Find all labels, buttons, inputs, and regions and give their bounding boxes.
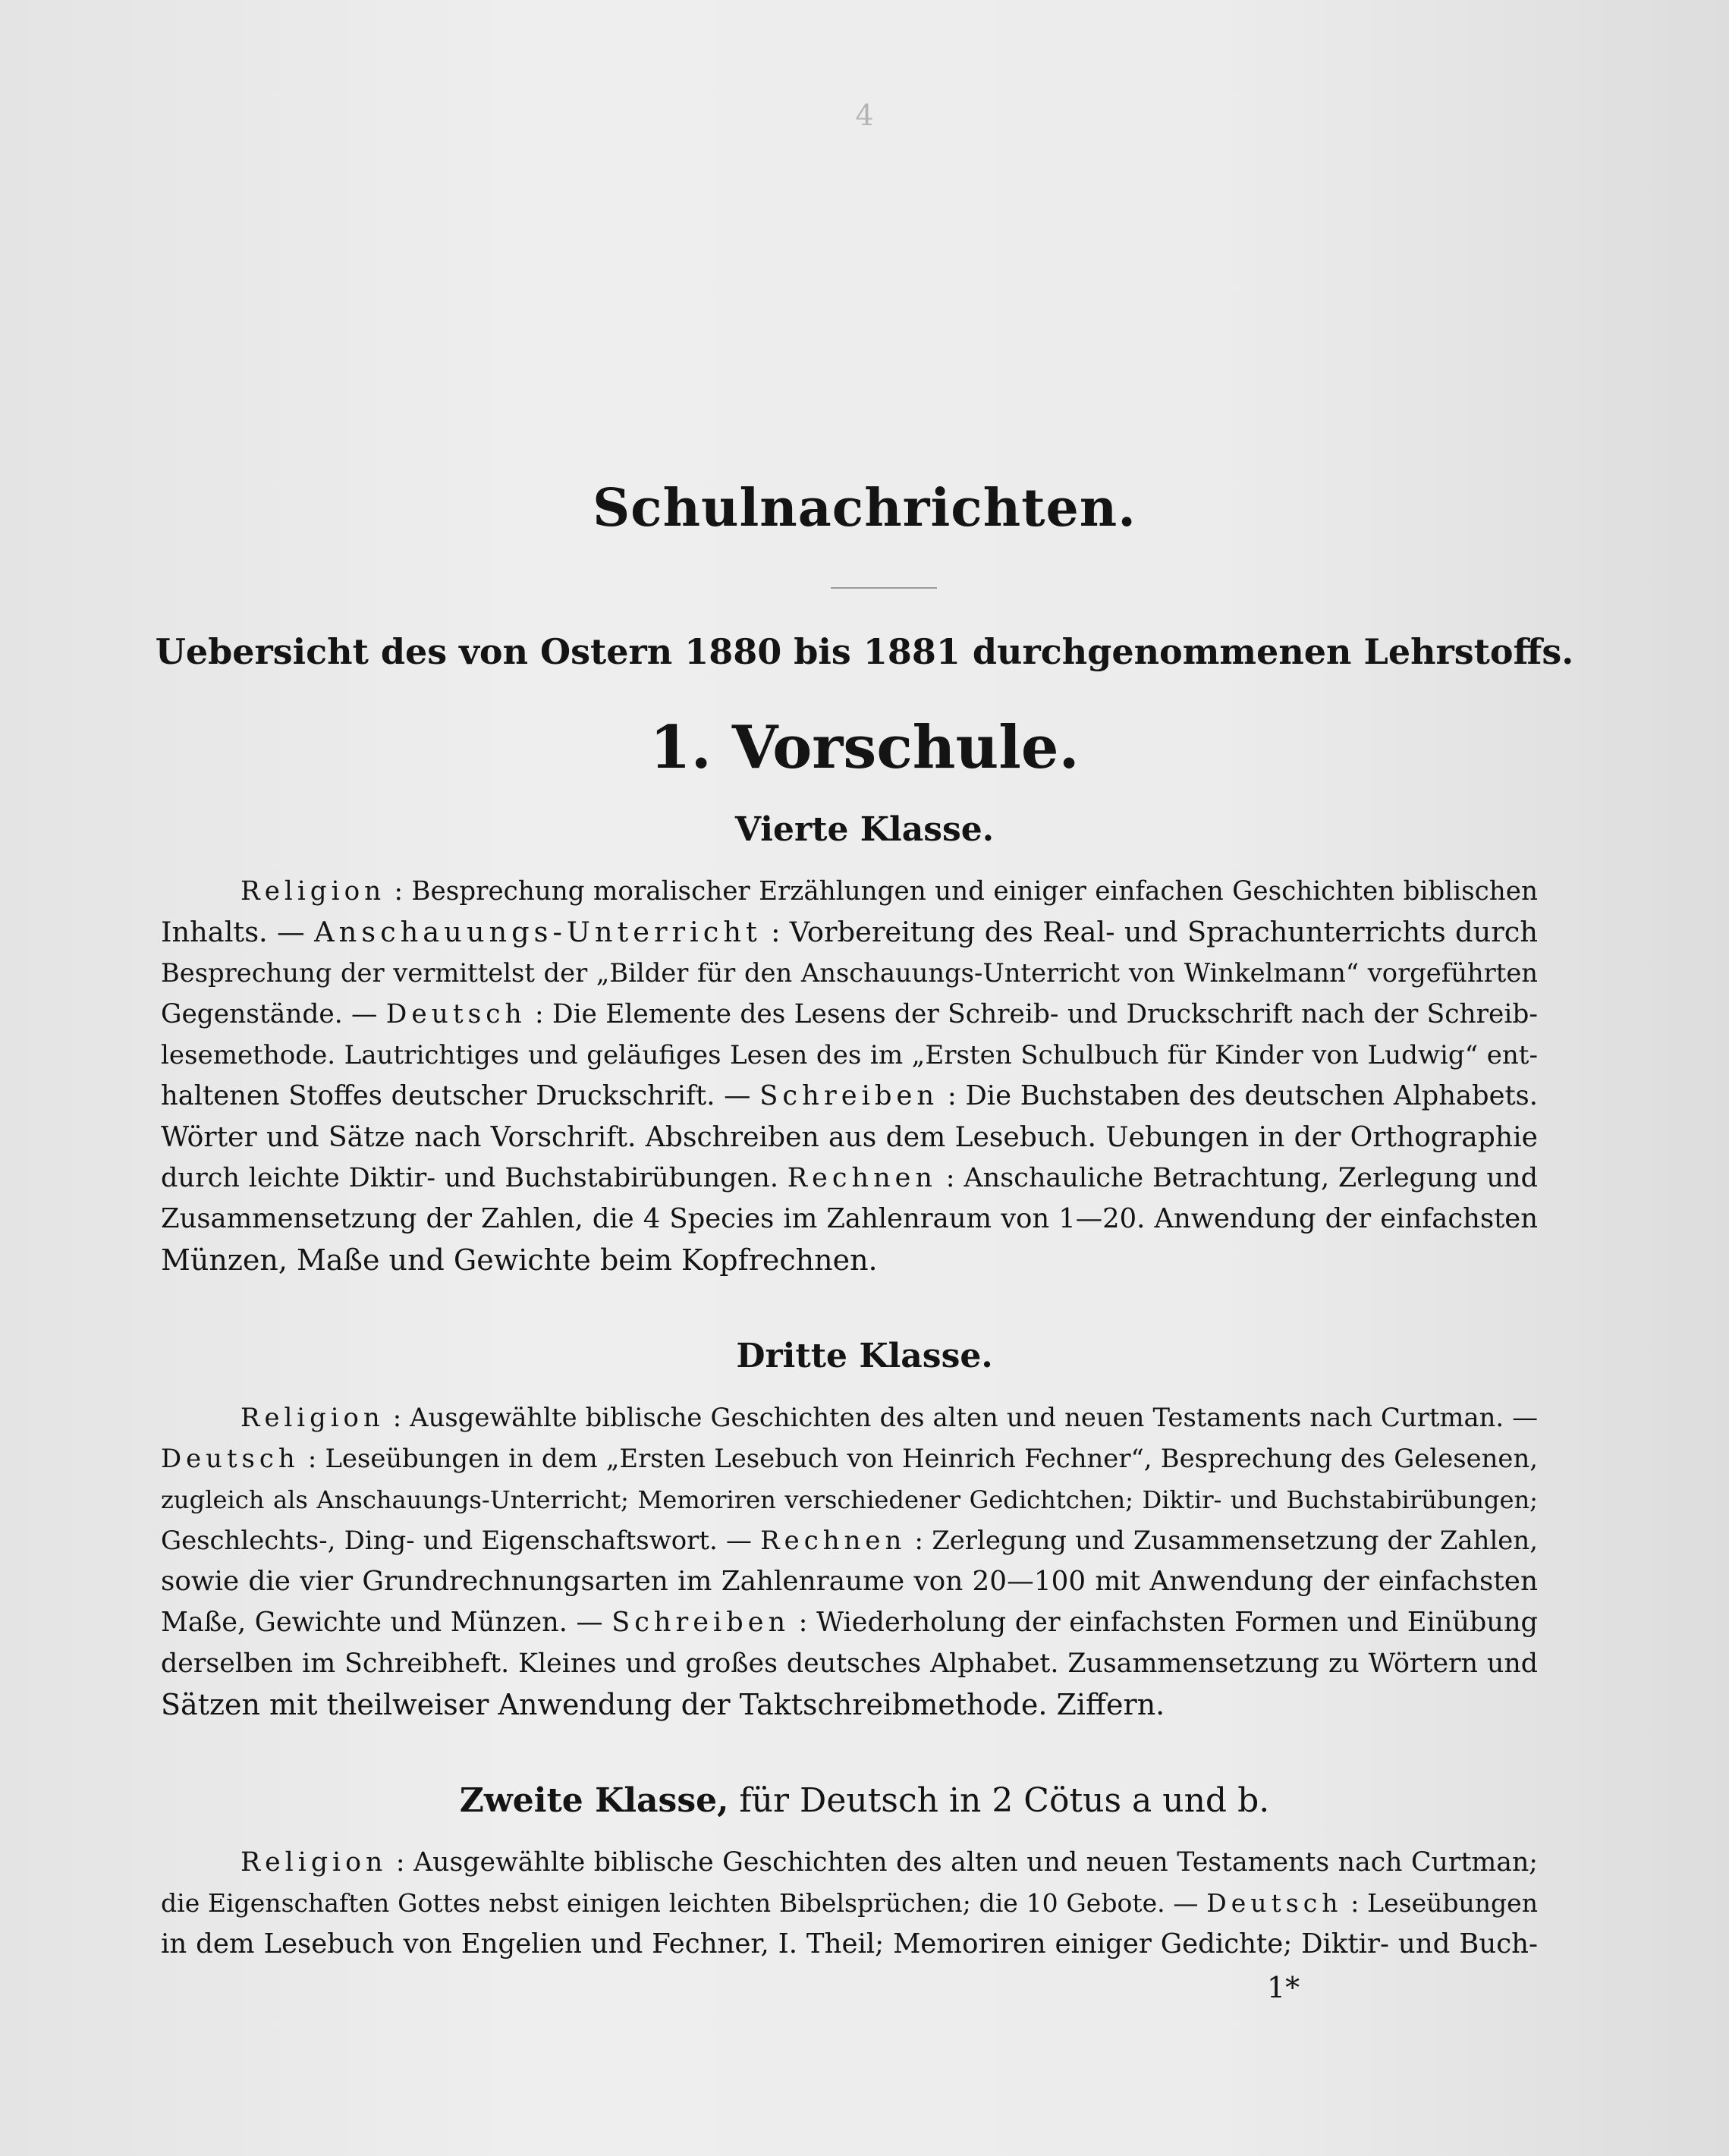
paragraph-dritte bbox=[161, 1397, 1538, 1725]
text-line: Deutsch : Leseübungen in dem „Ersten Lesebuch von Heinrich Fechner“, Besprechung des Gelesenen, bbox=[161, 1444, 1538, 1473]
section-title: 1. Vorschule. bbox=[649, 713, 1080, 782]
text-line: Wörter und Sätze nach Vorschrift. Abschreiben aus dem Lesebuch. Uebungen in der Orthographie bbox=[161, 1121, 1538, 1153]
text-line: haltenen Stoffes deutscher Druckschrift. — Schreiben : Die Buchstaben des deutschen Alphabets. bbox=[161, 1080, 1538, 1111]
text-line: Zusammensetzung der Zahlen, die 4 Species im Zahlenraum von 1—20. Anwendung der einfachsten bbox=[161, 1203, 1538, 1234]
paragraph-zweite bbox=[161, 1842, 1538, 1965]
class-heading-dritte: Dritte Klasse. bbox=[736, 1337, 993, 1375]
text-line: durch leichte Diktir- und Buchstabirübungen. Rechnen : Anschauliche Betrachtung, Zerlegung und bbox=[161, 1162, 1538, 1193]
class-heading-vierte: Vierte Klasse. bbox=[734, 810, 995, 849]
page-subtitle: Uebersicht des von Ostern 1880 bis 1881 durchgenommenen Lehrstoffs. bbox=[155, 631, 1574, 672]
text-line: sowie die vier Grundrechnungsarten im Zahlenraume von 20—100 mit Anwendung der einfachsten bbox=[161, 1566, 1538, 1597]
text-line: Religion : Ausgewählte biblische Geschichten des alten und neuen Testaments nach Curtman. — bbox=[240, 1403, 1538, 1432]
text-line: Inhalts. — Anschauungs-Unterricht : Vorbereitung des Real- und Sprachunterrichts durch bbox=[161, 916, 1538, 948]
text-line: Religion : Ausgewählte biblische Geschichten des alten und neuen Testaments nach Curtman; bbox=[240, 1847, 1538, 1878]
signature-mark: 1* bbox=[1267, 1971, 1300, 2004]
text-line: Religion : Besprechung moralischer Erzählungen und einiger einfachen Geschichten biblischen bbox=[240, 876, 1538, 907]
text-line: Maße, Gewichte und Münzen. — Schreiben : Wiederholung der einfachsten Formen und Einübung bbox=[161, 1607, 1538, 1638]
text-line: lesemethode. Lautrichtiges und geläufiges Lesen des im „Ersten Schulbuch für Kinder von Ludwig“ ent- bbox=[161, 1040, 1538, 1070]
page-title: Schulnachrichten. bbox=[593, 478, 1136, 539]
page-number: 4 bbox=[855, 99, 874, 132]
text-line: derselben im Schreibheft. Kleines und großes deutsches Alphabet. Zusammensetzung zu Wörtern und bbox=[161, 1648, 1538, 1679]
text-line: Gegenstände. — Deutsch : Die Elemente des Lesens der Schreib- und Druckschrift nach der Schreib- bbox=[161, 999, 1538, 1029]
text-line: Geschlechts-, Ding- und Eigenschaftswort. — Rechnen : Zerlegung und Zusammensetzung der Zahlen, bbox=[161, 1526, 1538, 1555]
class-heading-zweite: Zweite Klasse, für Deutsch in 2 Cötus a und b. bbox=[459, 1781, 1270, 1820]
text-line: Besprechung der vermittelst der „Bilder für den Anschauungs-Unterricht von Winkelmann“ vorgeführten bbox=[161, 958, 1538, 988]
text-line: die Eigenschaften Gottes nebst einigen leichten Bibelsprüchen; die 10 Gebote. — Deutsch : Leseübungen bbox=[161, 1888, 1538, 1918]
text-line: zugleich als Anschauungs-Unterricht; Memoriren verschiedener Gedichtchen; Diktir- und Buchstabirübungen; bbox=[161, 1485, 1538, 1514]
text-line: Sätzen mit theilweiser Anwendung der Taktschreibmethode. Ziffern. bbox=[161, 1688, 1165, 1721]
text-line: Münzen, Maße und Gewichte beim Kopfrechnen. bbox=[161, 1243, 878, 1277]
paragraph-vierte bbox=[161, 871, 1538, 1281]
text-line: in dem Lesebuch von Engelien und Fechner, I. Theil; Memoriren einiger Gedichte; Diktir- und Buch- bbox=[161, 1928, 1538, 1960]
divider bbox=[831, 587, 937, 589]
